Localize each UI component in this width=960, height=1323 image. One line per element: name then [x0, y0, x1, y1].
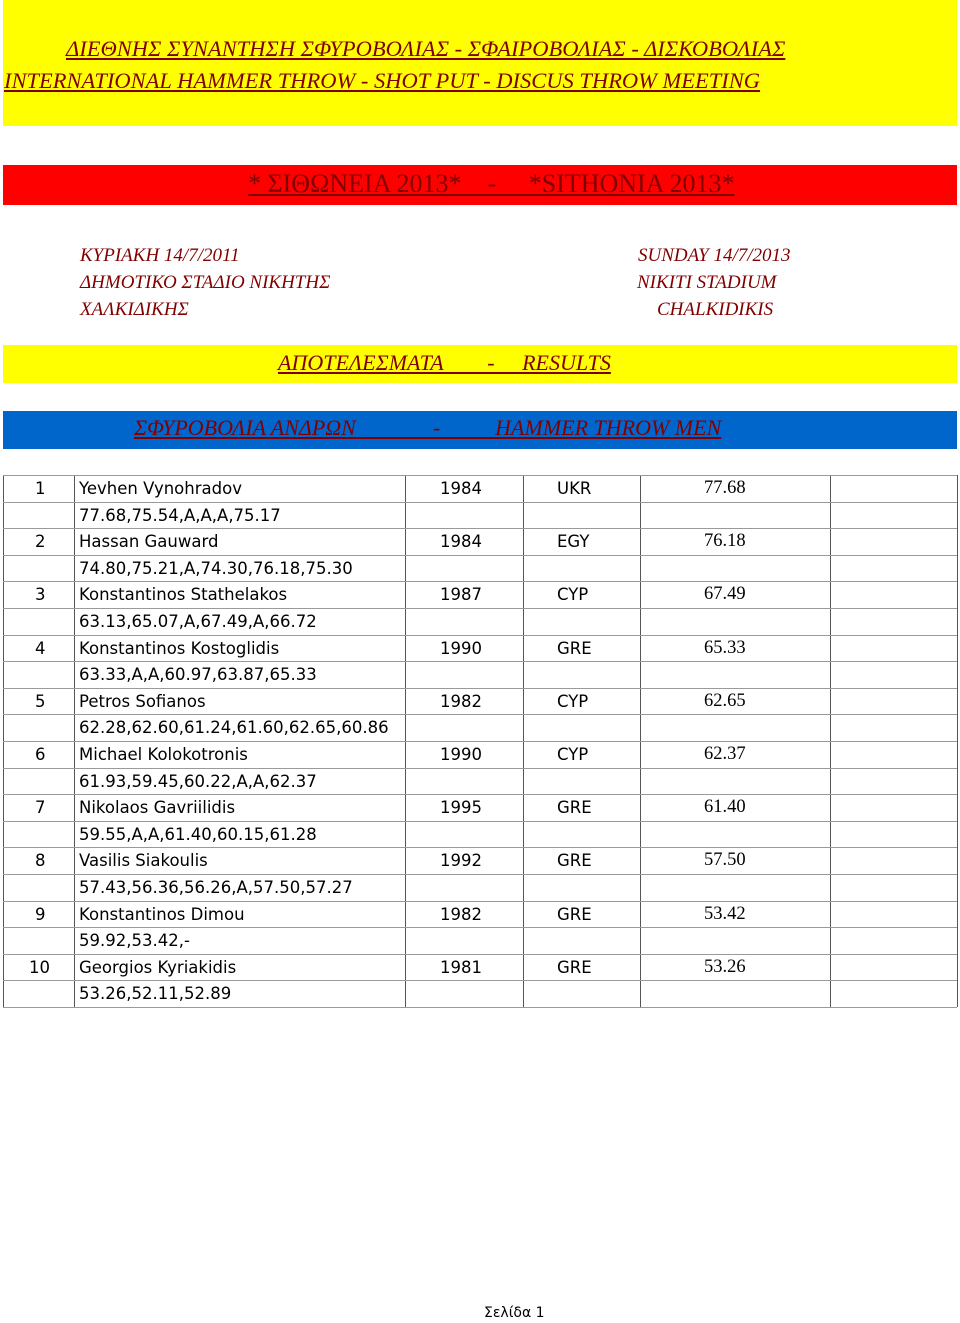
athlete-name-cell: Petros Sofianos	[79, 691, 206, 711]
date-english: SUNDAY 14/7/2013	[638, 245, 791, 266]
table-row-border	[3, 954, 957, 955]
table-row-border	[3, 714, 957, 715]
results-heading: ΑΠΟΤΕΛΕΣΜΑΤΑ - RESULTS	[278, 350, 611, 375]
table-row-border	[3, 502, 957, 503]
table-row-border	[3, 555, 957, 556]
table-row-border	[3, 874, 957, 875]
result-mark-cell: 65.33	[704, 637, 746, 658]
rank-cell: 5	[35, 691, 46, 711]
result-mark-cell: 53.26	[704, 956, 746, 977]
athlete-name-cell: Vasilis Siakoulis	[79, 851, 208, 871]
athlete-name-cell: Georgios Kyriakidis	[79, 957, 237, 977]
country-cell: GRE	[557, 851, 592, 871]
page-number: Σελίδα 1	[484, 1305, 545, 1321]
table-row-border	[3, 688, 957, 689]
country-cell: GRE	[557, 957, 592, 977]
athlete-name-cell: Nikolaos Gavriilidis	[79, 798, 236, 818]
athlete-name-cell: Konstantinos Dimou	[79, 904, 245, 924]
country-cell: GRE	[557, 798, 592, 818]
attempts-series-cell: 61.93,59.45,60.22,A,A,62.37	[79, 771, 317, 791]
rank-cell: 10	[29, 957, 50, 977]
rank-cell: 4	[35, 638, 46, 658]
birth-year-cell: 1995	[440, 798, 482, 818]
attempts-series-cell: 53.26,52.11,52.89	[79, 984, 232, 1004]
result-mark-cell: 62.65	[704, 690, 746, 711]
table-row-border	[3, 927, 957, 928]
table-row-border	[3, 768, 957, 769]
rank-cell: 8	[35, 851, 46, 871]
table-row-border	[3, 528, 957, 529]
result-mark-cell: 61.40	[704, 797, 746, 818]
country-cell: CYP	[557, 585, 589, 605]
birth-year-cell: 1982	[440, 691, 482, 711]
result-mark-cell: 77.68	[704, 478, 746, 498]
country-cell: GRE	[557, 904, 592, 924]
date-greek: ΚΥΡΙΑΚΗ 14/7/2011	[80, 245, 240, 266]
country-cell: CYP	[557, 745, 589, 764]
country-cell: EGY	[557, 532, 590, 552]
venue-greek: ΔΗΜΟΤΙΚΟ ΣΤΑΔΙΟ ΝΙΚΗΤΗΣ	[80, 272, 331, 293]
athlete-name-cell: Konstantinos Kostoglidis	[79, 638, 280, 658]
athlete-name-cell: Yevhen Vynohradov	[79, 479, 242, 498]
athlete-name-cell: Michael Kolokotronis	[79, 745, 248, 764]
rank-cell: 6	[35, 745, 46, 764]
country-cell: UKR	[557, 479, 592, 498]
table-row-border	[3, 821, 957, 822]
region-english: CHALKIDIKIS	[657, 299, 774, 320]
rank-cell: 1	[35, 479, 46, 498]
attempts-series-cell: 74.80,75.21,A,74.30,76.18,75.30	[79, 558, 353, 578]
attempts-series-cell: 77.68,75.54,A,A,A,75.17	[79, 505, 281, 525]
birth-year-cell: 1982	[440, 904, 482, 924]
event-heading: ΣΦΥΡΟΒΟΛΙΑ ΑΝΔΡΩΝ - HAMMER THROW MEN	[134, 415, 722, 440]
result-mark-cell: 76.18	[704, 531, 746, 552]
birth-year-cell: 1981	[440, 957, 482, 977]
birth-year-cell: 1990	[440, 745, 482, 764]
meeting-name: * ΣΙΘΩΝΕΙΑ 2013* - *SITHONIA 2013*	[248, 169, 735, 198]
attempts-series-cell: 59.55,A,A,61.40,60.15,61.28	[79, 824, 317, 844]
result-mark-cell: 53.42	[704, 903, 746, 924]
meeting-title-english: INTERNATIONAL HAMMER THROW - SHOT PUT - DISCUS THROW MEETING	[4, 68, 761, 93]
attempts-series-cell: 59.92,53.42,-	[79, 931, 190, 951]
rank-cell: 7	[35, 798, 46, 818]
birth-year-cell: 1984	[440, 479, 482, 498]
table-row-border	[3, 741, 957, 742]
table-row-border	[3, 635, 957, 636]
attempts-series-cell: 57.43,56.36,56.26,A,57.50,57.27	[79, 878, 353, 897]
rank-cell: 9	[35, 904, 46, 924]
athlete-name-cell: Konstantinos Stathelakos	[79, 585, 288, 605]
rank-cell: 3	[35, 585, 46, 605]
meeting-title-greek: ΔΙΕΘΝΗΣ ΣΥΝΑΝΤΗΣΗ ΣΦΥΡΟΒΟΛΙΑΣ - ΣΦΑΙΡΟΒΟΛΙΑΣ - ΔΙΣΚΟΒΟΛΙΑΣ	[66, 36, 786, 61]
birth-year-cell: 1992	[440, 851, 482, 871]
attempts-series-cell: 63.33,A,A,60.97,63.87,65.33	[79, 665, 317, 685]
attempts-series-cell: 63.13,65.07,A,67.49,A,66.72	[79, 612, 317, 631]
region-greek: ΧΑΛΚΙΔΙΚΗΣ	[80, 299, 189, 320]
result-mark-cell: 67.49	[704, 584, 746, 605]
venue-english: NIKITI STADIUM	[637, 272, 777, 293]
table-row-border	[3, 581, 957, 582]
birth-year-cell: 1984	[440, 532, 482, 552]
table-column-border	[957, 475, 958, 1007]
country-cell: CYP	[557, 691, 589, 711]
table-row-border	[3, 794, 957, 795]
rank-cell: 2	[35, 532, 46, 552]
result-mark-cell: 57.50	[704, 850, 746, 871]
birth-year-cell: 1987	[440, 585, 482, 605]
birth-year-cell: 1990	[440, 638, 482, 658]
table-row-border	[3, 980, 957, 981]
country-cell: GRE	[557, 638, 592, 658]
table-row-border	[3, 847, 957, 848]
header-band-top	[3, 0, 957, 126]
attempts-series-cell: 62.28,62.60,61.24,61.60,62.65,60.86	[79, 718, 389, 738]
athlete-name-cell: Hassan Gauward	[79, 532, 219, 552]
table-row-border	[3, 1007, 957, 1008]
table-row-border	[3, 661, 957, 662]
table-row-border	[3, 475, 957, 476]
result-mark-cell: 62.37	[704, 744, 746, 764]
table-row-border	[3, 608, 957, 609]
table-row-border	[3, 901, 957, 902]
